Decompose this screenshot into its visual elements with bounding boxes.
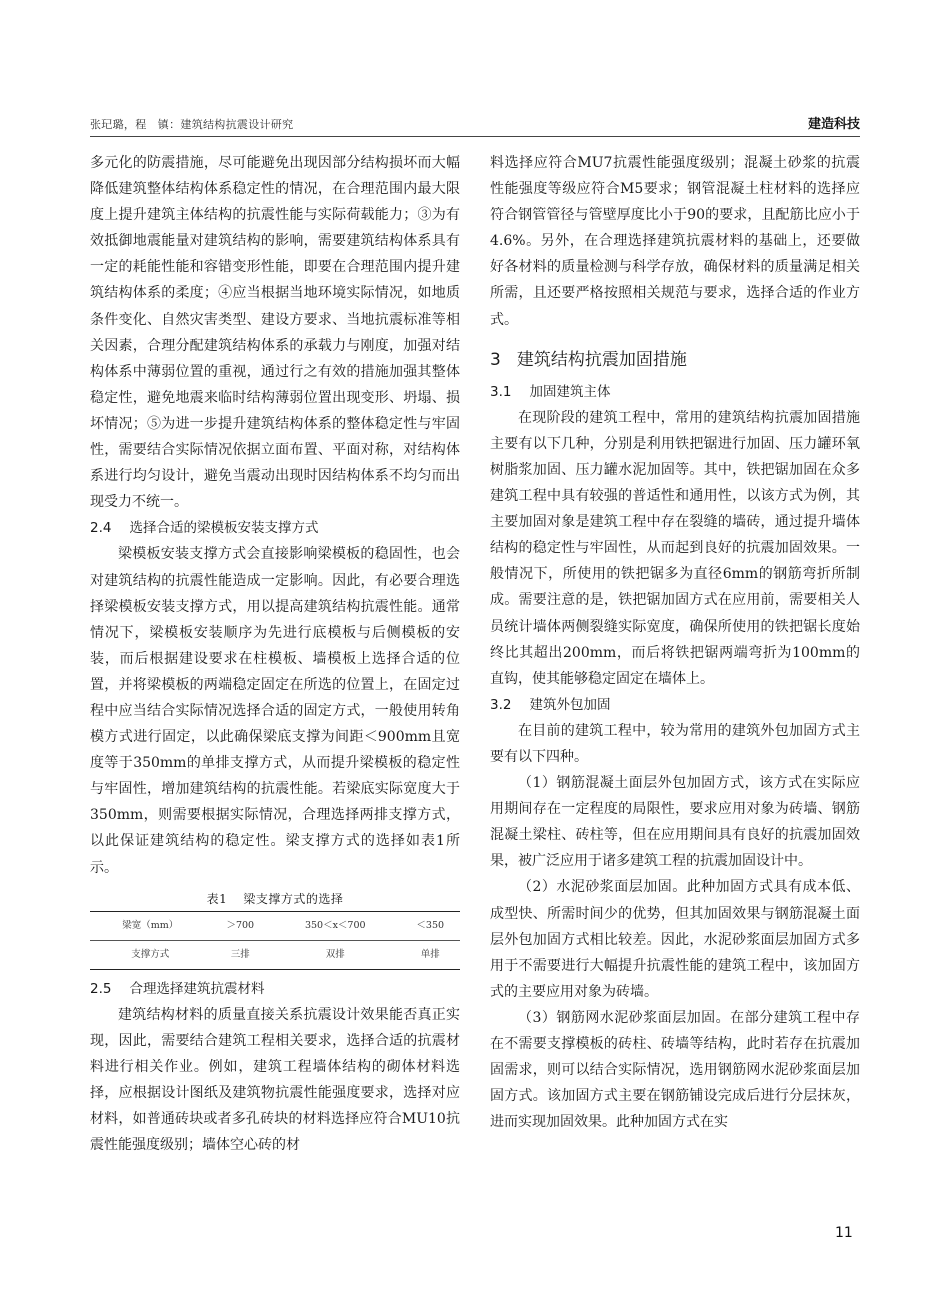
- table-row: [90, 940, 460, 969]
- paragraph: 料选择应符合MU7抗震性能强度级别；混凝土砂浆的抗震性能强度等级应符合M5要求；钢管混凝土柱材料的选择应符合钢管管径与管壁厚度比小于90的要求，且配筋比应小于4.6%。另外，在合理选择建筑抗震材料的基础上，还要做好各材料的质量检测与科学存放，确保材料的质量满足相关所需，且还要严格按照相关规范与要求，选择合适的作业方式。: [490, 155, 860, 328]
- section-number: 3.1: [490, 383, 512, 400]
- section-title: 建筑外包加固: [529, 696, 611, 713]
- list-item: （3）钢筋网水泥砂浆面层加固。在部分建筑工程中存在不需要支撑模板的砖柱、砖墙等结构，此时若存在抗震加固需求，则可以结合实际情况，选用钢筋网水泥砂浆面层加固方式。该加固方式主要在钢筋铺设完成后进行分层抹灰，进而实现加固效果。此种加固方式在实: [490, 1009, 860, 1131]
- table-caption: [90, 889, 460, 909]
- table-cell: ＞700: [211, 911, 270, 940]
- table-cell: 350＜x＜700: [270, 911, 400, 940]
- page-number: 11: [835, 1225, 853, 1241]
- table-cell: ＜350: [400, 911, 460, 940]
- section-heading-2-4: [90, 515, 460, 541]
- table-cell: 单排: [400, 940, 460, 969]
- paragraph: 在目前的建筑工程中，较为常用的建筑外包加固方式主要有以下四种。: [490, 722, 860, 765]
- paragraph: 梁模板安装支撑方式会直接影响梁模板的稳固性，也会对建筑结构的抗震性能造成一定影响。因此，有必要合理选择梁模板安装支撑方式，用以提高建筑结构抗震性能。通常情况下，梁模板安装顺序为先进行底模板与后侧模板的安装，而后根据建设要求在柱模板、墙模板上选择合适的位置，并将梁模板的两端稳定固定在所选的位置上，在固定过程中应当结合实际情况选择合适的固定方式，一般使用转角模方式进行固定，以此确保梁底支撑为间距＜900mm且宽度等于350mm的单排支撑方式，从而提升梁模板的稳定性与牢固性，增加建筑结构的抗震性能。若梁底实际宽度大于350mm，则需要根据实际情况，合理选择两排支撑方式，以此保证建筑结构的稳定性。梁支撑方式的选择如表1所示。: [90, 546, 460, 876]
- header-divider: [90, 136, 860, 137]
- left-column: [90, 150, 460, 1158]
- table-number: 表1: [206, 891, 228, 906]
- section-number: 3: [490, 349, 501, 370]
- section-heading-3: [490, 347, 860, 373]
- section-title: 合理选择建筑抗震材料: [129, 980, 265, 997]
- section-number: 2.4: [90, 520, 112, 537]
- section-heading-3-2: [490, 692, 860, 718]
- section-title: 选择合适的梁模板安装支撑方式: [129, 520, 319, 537]
- section-heading-2-5: [90, 976, 460, 1002]
- table-row: [90, 911, 460, 940]
- header-authors-title: 张玘璐，程 镇：建筑结构抗震设计研究: [90, 118, 294, 131]
- table-cell: 双排: [270, 940, 400, 969]
- section-number: 3.2: [490, 696, 512, 713]
- support-method-table: [90, 911, 460, 970]
- table-cell: 三排: [211, 940, 270, 969]
- table-cell: 支撑方式: [90, 940, 211, 969]
- list-item: （2）水泥砂浆面层加固。此种加固方式具有成本低、成型快、所需时间少的优势，但其加固效果与钢筋混凝土面层外包加固方式相比较差。因此，水泥砂浆面层加固方式多用于不需要进行大幅提升抗震性能的建筑工程中，该加固方式的主要应用对象为砖墙。: [490, 879, 860, 1000]
- right-column: [490, 150, 860, 1135]
- paragraph: 在现阶段的建筑工程中，常用的建筑结构抗震加固措施主要有以下几种，分别是利用铁把锯进行加固、压力罐环氧树脂浆加固、压力罐水泥加固等。其中，铁把锯加固在众多建筑工程中具有较强的普适性和通用性，以该方式为例，其主要加固对象是建筑工程中存在裂缝的墙砖，通过提升墙体结构的稳定性与牢固性，从而起到良好的抗震加固效果。一般情况下，所使用的铁把锯多为直径6mm的钢筋弯折所制成。需要注意的是，铁把锯加固方式在应用前，需要相关人员统计墙体两侧裂缝实际宽度，确保所使用的铁把锯长度始终比其超出200mm，而后将铁把锯两端弯折为100mm的直钩，使其能够稳定固定在墙体上。: [490, 409, 860, 687]
- table-caption-text: 梁支撑方式的选择: [243, 891, 344, 906]
- list-item: （1）钢筋混凝土面层外包加固方式，该方式在实际应用期间存在一定程度的局限性，要求应用对象为砖墙、钢筋混凝土梁柱、砖柱等，但在应用期间具有良好的抗震加固效果，被广泛应用于诸多建筑工程的抗震加固设计中。: [490, 775, 860, 870]
- section-heading-3-1: [490, 379, 860, 405]
- table-cell: 梁宽（mm）: [90, 911, 211, 940]
- running-header: [90, 112, 860, 136]
- paragraph: 多元化的防震措施，尽可能避免出现因部分结构损坏而大幅降低建筑整体结构体系稳定性的情况，在合理范围内最大限度上提升建筑主体结构的抗震性能与实际荷载能力；③为有效抵御地震能量对建筑结构的影响，需要建筑结构体系具有一定的耗能性能和容错变形性能，即要在合理范围内提升建筑结构体系的柔度；④应当根据当地环境实际情况，如地质条件变化、自然灾害类型、建设方要求、当地抗震标准等相关因素，合理分配建筑结构体系的承载力与刚度，加强对结构体系中薄弱位置的重视，通过行之有效的措施加强其整体稳定性，避免地震来临时结构薄弱位置出现变形、坍塌、损坏情况；⑤为进一步提升建筑结构体系的整体稳定性与牢固性，需要结合实际情况依据立面布置、平面对称，对结构体系进行均匀设计，避免当震动出现时因结构体系不均匀而出现受力不统一。: [90, 155, 460, 511]
- journal-name: 建造科技: [807, 117, 860, 132]
- section-number: 2.5: [90, 980, 112, 997]
- paragraph: 建筑结构材料的质量直接关系抗震设计效果能否真正实现，因此，需要结合建筑工程相关要求，选择合适的抗震材料进行相关作业。例如，建筑工程墙体结构的砌体材料选择，应根据设计图纸及建筑物抗震性能强度要求，选择对应材料，如普通砖块或者多孔砖块的材料选择应符合MU10抗震性能强度级别；墙体空心砖的材: [90, 1006, 460, 1154]
- section-title: 加固建筑主体: [529, 383, 611, 400]
- section-title: 建筑结构抗震加固措施: [516, 349, 687, 370]
